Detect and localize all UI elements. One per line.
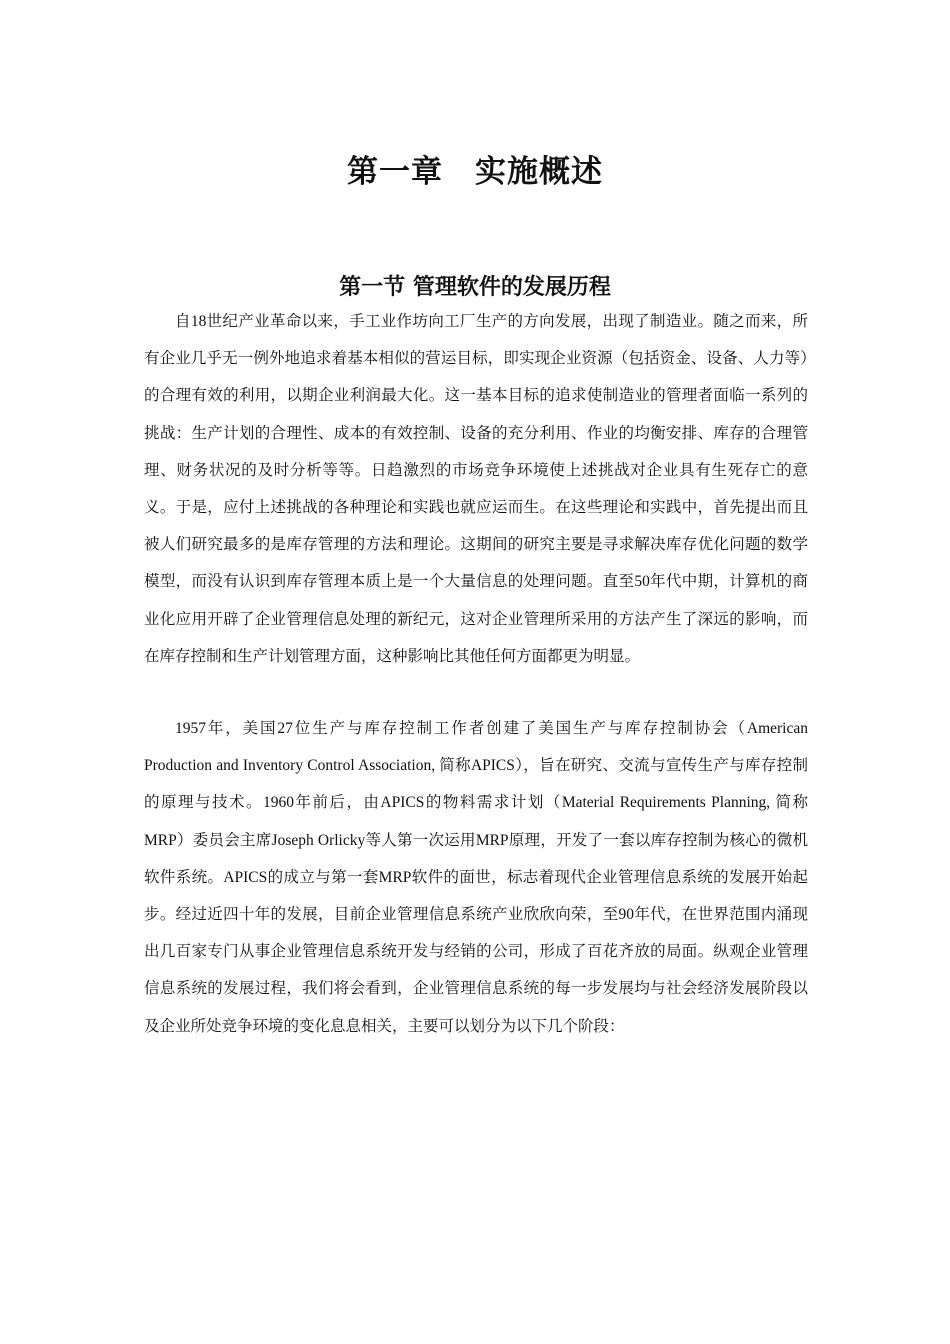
- section-title: 第一节 管理软件的发展历程: [339, 275, 611, 301]
- body-paragraph: 1957年，美国27位生产与库存控制工作者创建了美国生产与库存控制协会（American Production and Inventory Control Association, 简称APICS），旨在研究、交流与宣传生产与库存控制的原理与技术。1960年前后，由APICS的物料需求计划（Material Requirements Planning, 简称MRP）委员会主席Joseph Orlicky等人第一次运用MRP原理，开发了一套以库存控制为核心的微机软件系统。APICS的成立与第一套MRP软件的面世，标志着现代企业管理信息系统的发展开始起步。经过近四十年的发展，目前企业管理信息系统产业欣欣向荣，至90年代，在世界范围内涌现出几百家专门从事企业管理信息系统开发与经销的公司，形成了百花齐放的局面。纵观企业管理信息系统的发展过程，我们将会看到，企业管理信息系统的每一步发展均与社会经济发展阶段以及企业所处竞争环境的变化息息相关，主要可以划分为以下几个阶段：: [144, 720, 808, 1035]
- chapter-title: 第一章 实施概述: [347, 153, 603, 190]
- body-paragraph: 自18世纪产业革命以来，手工业作坊向工厂生产的方向发展，出现了制造业。随之而来，所有企业几乎无一例外地追求着基本相似的营运目标，即实现企业资源（包括资金、设备、人力等）的合理有效的利用，以期企业利润最大化。这一基本目标的追求使制造业的管理者面临一系列的挑战：生产计划的合理性、成本的有效控制、设备的充分利用、作业的均衡安排、库存的合理管理、财务状况的及时分析等等。日趋激烈的市场竞争环境使上述挑战对企业具有生死存亡的意义。于是，应付上述挑战的各种理论和实践也就应运而生。在这些理论和实践中，首先提出而且被人们研究最多的是库存管理的方法和理论。这期间的研究主要是寻求解决库存优化问题的数学模型，而没有认识到库存管理本质上是一个大量信息的处理问题。直至50年代中期，计算机的商业化应用开辟了企业管理信息处理的新纪元，这对企业管理所采用的方法产生了深远的影响，而在库存控制和生产计划管理方面，这种影响比其他任何方面都更为明显。: [144, 313, 808, 665]
